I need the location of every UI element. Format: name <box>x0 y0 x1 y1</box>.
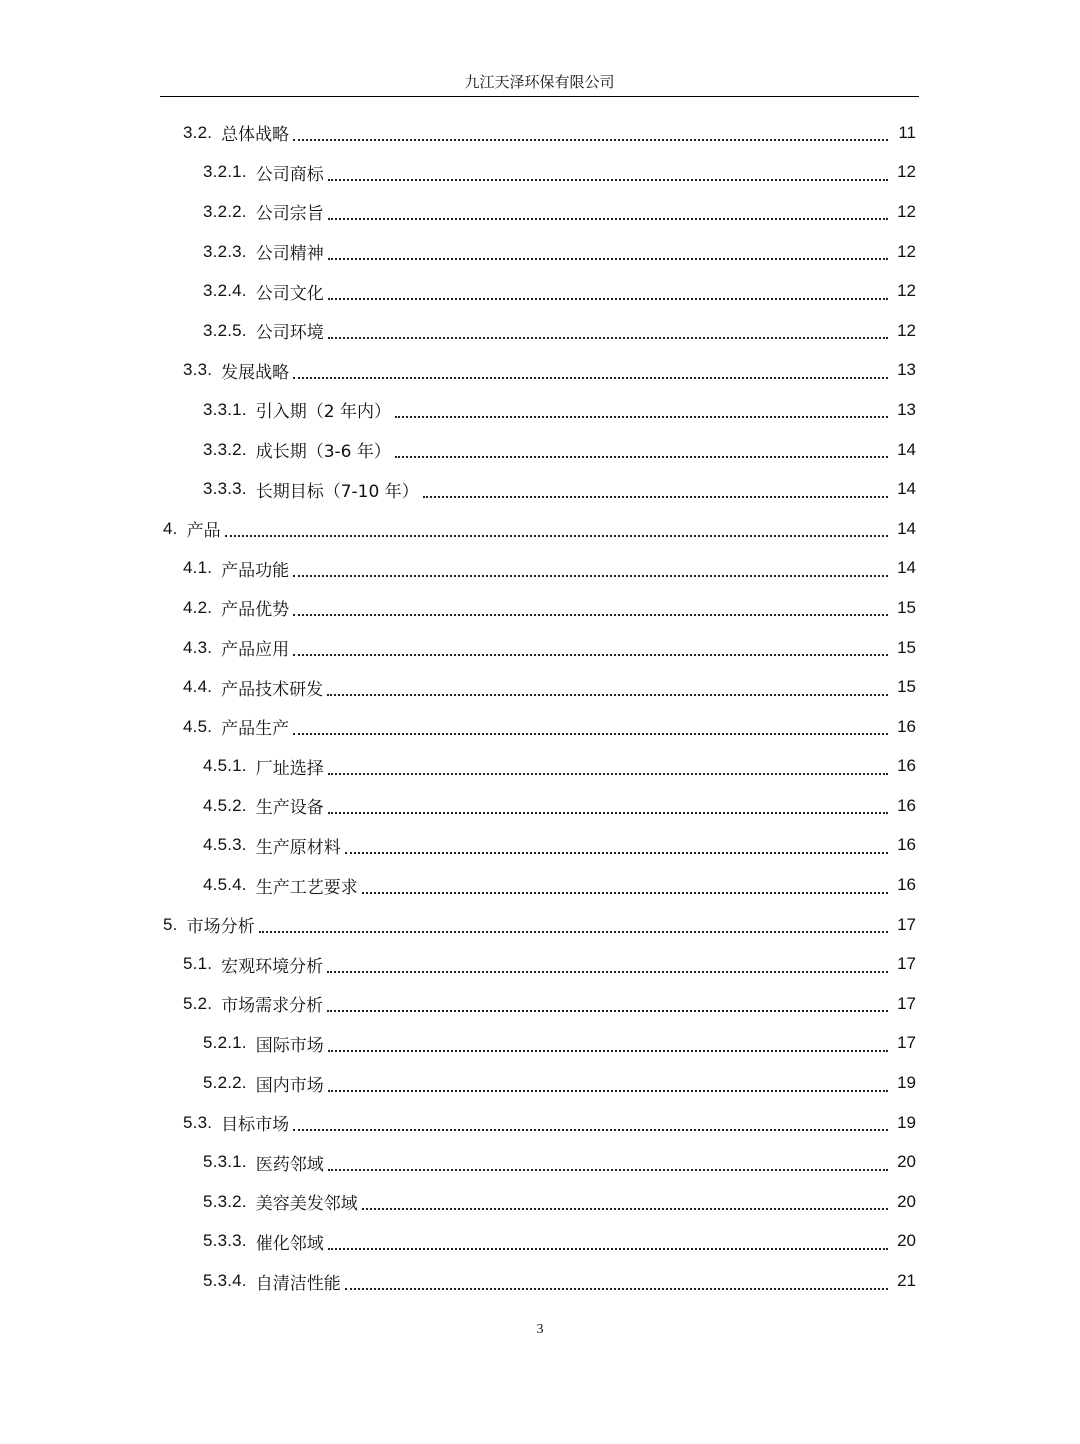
toc-entry-page: 15 <box>897 637 916 657</box>
toc-entry-title: 成长期（3-6 年） <box>255 442 391 463</box>
toc-entry-number: 4.5. <box>183 716 213 736</box>
toc-entry-title: 催化邻域 <box>255 1233 324 1254</box>
toc-entry[interactable] <box>0 944 1080 984</box>
toc-entry[interactable] <box>0 509 1080 549</box>
toc-entry-page: 16 <box>897 716 916 736</box>
toc-entry-title: 产品技术研发 <box>221 679 324 700</box>
toc-entry-title: 生产原材料 <box>255 837 341 858</box>
toc-entry-page: 14 <box>897 439 916 459</box>
toc-dot-leader <box>328 297 888 300</box>
toc-entry-number: 3.2.5. <box>203 320 247 340</box>
toc-entry-title: 公司环境 <box>255 323 324 344</box>
toc-entry-title: 产品 <box>186 521 221 542</box>
toc-entry-title: 长期目标（7-10 年） <box>255 481 419 502</box>
toc-dot-leader <box>328 1168 888 1171</box>
toc-entry-page: 17 <box>897 993 916 1013</box>
toc-entry[interactable] <box>0 747 1080 787</box>
toc-entry[interactable] <box>0 113 1080 153</box>
toc-dot-leader <box>328 772 888 775</box>
toc-dot-leader <box>328 217 888 220</box>
toc-entry-title: 市场分析 <box>186 917 255 938</box>
toc-dot-leader <box>293 376 888 379</box>
toc-entry-number: 4.5.4. <box>203 875 247 895</box>
toc-entry-title: 公司商标 <box>255 164 324 185</box>
toc-entry-title: 目标市场 <box>221 1115 290 1136</box>
toc-entry-number: 5.3.4. <box>203 1271 247 1291</box>
toc-entry[interactable] <box>0 1103 1080 1143</box>
toc-dot-leader <box>328 1089 888 1092</box>
toc-dot-leader <box>327 693 888 696</box>
toc-entry-number: 5. <box>163 914 178 934</box>
toc-entry[interactable] <box>0 1063 1080 1103</box>
toc-entry-page: 16 <box>897 835 916 855</box>
toc-dot-leader <box>225 534 888 537</box>
toc-entry[interactable] <box>0 271 1080 311</box>
toc-entry-page: 15 <box>897 597 916 617</box>
toc-entry[interactable] <box>0 707 1080 747</box>
toc-entry-number: 4.1. <box>183 558 213 578</box>
toc-dot-leader <box>395 415 888 418</box>
toc-entry-title: 医药邻域 <box>255 1154 324 1175</box>
toc-entry-title: 厂址选择 <box>255 758 324 779</box>
header-divider <box>160 96 919 97</box>
toc-entry-number: 3.3.3. <box>203 479 247 499</box>
toc-entry[interactable] <box>0 865 1080 905</box>
toc-dot-leader <box>293 613 888 616</box>
toc-dot-leader <box>293 138 888 141</box>
toc-entry-page: 19 <box>897 1112 916 1132</box>
toc-entry-page: 17 <box>897 914 916 934</box>
toc-entry[interactable] <box>0 549 1080 589</box>
toc-dot-leader <box>293 574 888 577</box>
toc-entry[interactable] <box>0 1182 1080 1222</box>
toc-entry-page: 12 <box>897 201 916 221</box>
toc-entry-number: 5.3.1. <box>203 1152 247 1172</box>
toc-entry[interactable] <box>0 786 1080 826</box>
toc-entry-page: 16 <box>897 875 916 895</box>
toc-entry-number: 4.2. <box>183 597 213 617</box>
toc-entry-page: 13 <box>897 360 916 380</box>
toc-entry-title: 生产工艺要求 <box>255 877 358 898</box>
page-header: 九江天泽环保有限公司 <box>464 73 615 91</box>
toc-entry-page: 16 <box>897 795 916 815</box>
toc-dot-leader <box>327 1009 888 1012</box>
toc-dot-leader <box>328 1049 888 1052</box>
toc-entry-page: 21 <box>897 1271 916 1291</box>
toc-entry-number: 3.2.3. <box>203 241 247 261</box>
toc-entry-page: 17 <box>897 1033 916 1053</box>
toc-entry[interactable] <box>0 905 1080 945</box>
toc-entry-number: 3.2.4. <box>203 281 247 301</box>
toc-entry-title: 公司文化 <box>255 283 324 304</box>
toc-entry-number: 3.2.2. <box>203 201 247 221</box>
toc-dot-leader <box>293 653 888 656</box>
toc-entry-page: 14 <box>897 479 916 499</box>
toc-dot-leader <box>293 1128 888 1131</box>
toc-entry-title: 国内市场 <box>255 1075 324 1096</box>
toc-entry-title: 公司宗旨 <box>255 204 324 225</box>
toc-entry-title: 引入期（2 年内） <box>255 402 391 423</box>
toc-entry-number: 3.2.1. <box>203 162 247 182</box>
toc-entry-number: 4.4. <box>183 677 213 697</box>
toc-dot-leader <box>345 1287 888 1290</box>
toc-entry[interactable] <box>0 588 1080 628</box>
toc-entry-number: 4. <box>163 518 178 538</box>
toc-entry-number: 4.5.1. <box>203 756 247 776</box>
toc-entry-title: 产品生产 <box>221 719 290 740</box>
toc-entry-page: 13 <box>897 399 916 419</box>
toc-entry[interactable] <box>0 1261 1080 1301</box>
toc-entry[interactable] <box>0 1222 1080 1262</box>
toc-entry-number: 3.3.1. <box>203 399 247 419</box>
toc-entry[interactable] <box>0 311 1080 351</box>
toc-entry-number: 4.5.2. <box>203 795 247 815</box>
toc-entry-number: 5.2. <box>183 993 213 1013</box>
toc-entry[interactable] <box>0 1142 1080 1182</box>
toc-entry-title: 生产设备 <box>255 798 324 819</box>
toc-entry-page: 20 <box>897 1191 916 1211</box>
toc-entry-title: 国际市场 <box>255 1035 324 1056</box>
toc-dot-leader <box>345 851 888 854</box>
toc-entry-page: 19 <box>897 1073 916 1093</box>
toc-entry[interactable] <box>0 628 1080 668</box>
toc-entry-page: 15 <box>897 677 916 697</box>
toc-entry-page: 12 <box>897 162 916 182</box>
toc-entry-number: 4.5.3. <box>203 835 247 855</box>
toc-entry-number: 5.3.2. <box>203 1191 247 1211</box>
toc-entry[interactable] <box>0 667 1080 707</box>
toc-entry-number: 5.2.2. <box>203 1073 247 1093</box>
toc-dot-leader <box>293 732 888 735</box>
toc-entry-page: 20 <box>897 1152 916 1172</box>
toc-entry-number: 3.2. <box>183 122 213 142</box>
toc-entry-title: 产品功能 <box>221 560 290 581</box>
toc-dot-leader <box>362 891 888 894</box>
toc-entry-page: 16 <box>897 756 916 776</box>
toc-dot-leader <box>327 970 888 973</box>
toc-entry-number: 3.3.2. <box>203 439 247 459</box>
toc-entry-page: 12 <box>897 281 916 301</box>
toc-entry[interactable] <box>0 430 1080 470</box>
toc-entry[interactable] <box>0 469 1080 509</box>
toc-dot-leader <box>362 1207 888 1210</box>
toc-entry-title: 自清洁性能 <box>255 1273 341 1294</box>
toc-entry[interactable] <box>0 984 1080 1024</box>
toc-dot-leader <box>423 495 888 498</box>
table-of-contents <box>0 113 1080 1301</box>
toc-entry[interactable] <box>0 826 1080 866</box>
toc-entry-page: 14 <box>897 558 916 578</box>
toc-dot-leader <box>395 455 888 458</box>
toc-dot-leader <box>328 178 888 181</box>
toc-entry-page: 14 <box>897 518 916 538</box>
toc-entry-number: 5.2.1. <box>203 1033 247 1053</box>
toc-entry-page: 17 <box>897 954 916 974</box>
toc-entry-number: 3.3. <box>183 360 213 380</box>
toc-entry[interactable] <box>0 1024 1080 1064</box>
toc-entry[interactable] <box>0 390 1080 430</box>
toc-entry-title: 总体战略 <box>221 125 290 146</box>
toc-entry-title: 市场需求分析 <box>221 996 324 1017</box>
toc-dot-leader <box>328 257 888 260</box>
toc-entry-number: 5.3. <box>183 1112 213 1132</box>
toc-entry-page: 20 <box>897 1231 916 1251</box>
toc-entry[interactable] <box>0 192 1080 232</box>
page-number: 3 <box>536 1322 544 1337</box>
toc-dot-leader <box>328 811 888 814</box>
toc-dot-leader <box>328 1247 888 1250</box>
toc-entry[interactable] <box>0 153 1080 193</box>
toc-dot-leader <box>328 336 888 339</box>
toc-dot-leader <box>259 930 888 933</box>
toc-entry-number: 5.3.3. <box>203 1231 247 1251</box>
toc-entry[interactable] <box>0 232 1080 272</box>
toc-entry-page: 12 <box>897 320 916 340</box>
toc-entry-title: 宏观环境分析 <box>221 956 324 977</box>
toc-entry-title: 公司精神 <box>255 244 324 265</box>
toc-entry-number: 5.1. <box>183 954 213 974</box>
toc-entry-page: 12 <box>897 241 916 261</box>
toc-entry-page: 11 <box>898 122 916 142</box>
toc-entry-title: 美容美发邻域 <box>255 1194 358 1215</box>
toc-entry-title: 发展战略 <box>221 362 290 383</box>
toc-entry-title: 产品优势 <box>221 600 290 621</box>
toc-entry-title: 产品应用 <box>221 640 290 661</box>
toc-entry-number: 4.3. <box>183 637 213 657</box>
toc-entry[interactable] <box>0 351 1080 391</box>
